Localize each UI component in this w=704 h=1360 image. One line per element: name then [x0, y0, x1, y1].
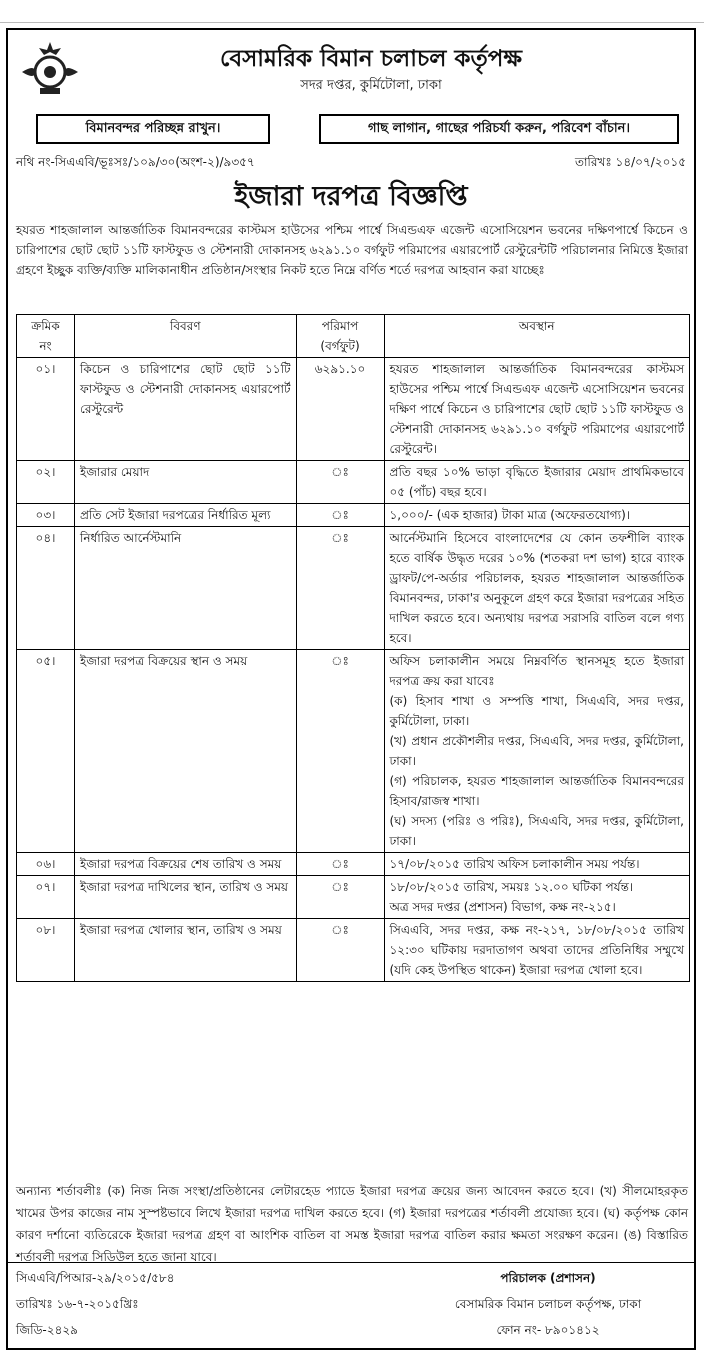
row-measure: ঃ: [296, 876, 384, 919]
row-description: কিচেন ও চারিপাশের ছোট ছোট ১১টি ফাস্টফুড ও স্টেশনারী দোকানসহ এয়ারপোর্ট রেস্টুরেন্ট: [74, 358, 296, 461]
row-measure: ৬২৯১.১০: [296, 358, 384, 461]
row-serial: ০৬।: [17, 853, 75, 876]
row-measure: ঃ: [296, 650, 384, 853]
row-serial: ০৭।: [17, 876, 75, 919]
notice-document: [6, 28, 696, 1350]
table-row: [17, 504, 690, 527]
footer-divider: [8, 1262, 694, 1263]
row-description: ইজারা দরপত্র বিক্রয়ের স্থান ও সময়: [74, 650, 296, 853]
table-header-row: [17, 315, 690, 358]
row-measure: ঃ: [296, 853, 384, 876]
organization-address: সদর দপ্তর, কুর্মিটোলা, ঢাকা: [300, 78, 442, 93]
row-description: ইজারা দরপত্র খোলার স্থান, তারিখ ও সময়: [74, 919, 296, 982]
row-description: প্রতি সেট ইজারা দরপত্রের নির্ধারিত মূল্য: [74, 504, 296, 527]
table-row: [17, 650, 690, 853]
table-row: [17, 853, 690, 876]
row-serial: ০৫।: [17, 650, 75, 853]
pr-number: সিএএবি/পিআর-২৯/২০১৫/৫৮৪: [16, 1271, 175, 1285]
signatory-title: পরিচালক (প্রশাসন): [500, 1271, 596, 1285]
other-conditions: অন্যান্য শর্তাবলীঃ (ক) নিজ নিজ সংস্থা/প্রতিষ্ঠানের লেটারহেড প্যাডে ইজারা দরপত্র ক্রয়ের জন্য আবেদন করতে হবে। (খ) সীলমোহরকৃত খামের উপর কাজের নাম সুস্পষ্টভাবে লিখে ইজারা দরপত্র দাখিল করতে হবে। (গ) ইজারা দরপত্রের শর্তাবলী প্রযোজ্য হবে। (ঘ) কর্তৃপক্ষ কোন কারণ দর্শানো ব্যতিরেকে ইজারা দরপত্র গ্রহণ বা আংশিক বাতিল বা সমস্ত ইজারা দরপত্র বাতিল করার ক্ষমতা সংরক্ষণ করেন। (ঙ) বিস্তারিত শর্তাবলী দরপত্র সিডিউল হতে জানা যাবে।: [16, 1184, 688, 1264]
gd-number: জিডি-২৪২৯: [16, 1323, 78, 1337]
row-description: নির্ধারিত আর্নেস্টমানি: [74, 527, 296, 650]
table-row: [17, 876, 690, 919]
signatory-phone: ফোন নং- ৮৯০১৪১২: [496, 1323, 600, 1337]
table-row: [17, 461, 690, 504]
top-strip: [0, 0, 704, 23]
row-description: ইজারার মেয়াদ: [74, 461, 296, 504]
row-location: আর্নেস্টমানি হিসেবে বাংলাদেশের যে কোন তফশীলি ব্যাংক হতে বার্ষিক উদ্ধৃত দরের ১০% (শতকরা দশ ভাগ) হারে ব্যাংক ড্রাফট/পে-অর্ডার পরিচালক, হযরত শাহজালাল আন্তর্জাতিক বিমানবন্দর, ঢাকা'র অনুকূলে গ্রহণ করে ইজারা দরপত্রের সহিত দাখিল করতে হবে। অন্যথায় দরপত্র সরাসরি বাতিল বলে গণ্য হবে।: [384, 527, 690, 650]
row-measure: ঃ: [296, 504, 384, 527]
row-location: হযরত শাহজালাল আন্তর্জাতিক বিমানবন্দরের কাস্টমস হাউসের পশ্চিম পার্শ্বে সিএন্ডএফ এজেন্ট এসোসিয়েশন ভবনের দক্ষিণ পার্শ্বে কিচেন ও চারিপাশের ছোট ছোট ১১টি ফাস্টফুড ও স্টেশনারী দোকানসহ ৬২৯১.১০ বর্গফুট পরিমাপের এয়ারপোর্ট রেস্টুরেন্ট।: [384, 358, 690, 461]
header-serial: ক্রমিক নং: [17, 315, 75, 358]
reference-number: নথি নং-সিএএবি/ভূঃসঃ/১০৯/৩০(অংশ-২)/৯৩৫৭: [16, 155, 255, 169]
header-location: অবস্থান: [384, 315, 690, 358]
slogan-box-airport: বিমানবন্দর পরিচ্ছন্ন রাখুন।: [36, 114, 270, 144]
row-location: ১৮/০৮/২০১৫ তারিখ, সময়ঃ ১২.০০ ঘটিকা পর্যন্ত। অত্র সদর দপ্তর (প্রশাসন) বিভাগ, কক্ষ নং-২১৫।: [384, 876, 690, 919]
row-description: ইজারা দরপত্র বিক্রয়ের শেষ তারিখ ও সময়: [74, 853, 296, 876]
header-measure: পরিমাপ (বর্গফুট): [296, 315, 384, 358]
row-serial: ০৪।: [17, 527, 75, 650]
row-measure: ঃ: [296, 527, 384, 650]
signatory-organization: বেসামরিক বিমান চলাচল কর্তৃপক্ষ, ঢাকা: [454, 1297, 642, 1311]
tender-table: [16, 314, 690, 982]
intro-paragraph: হযরত শাহজালাল আন্তর্জাতিক বিমানবন্দরের কাস্টমস হাউসের পশ্চিম পার্শ্বে সিএন্ডএফ এজেন্ট এসোসিয়েশন ভবনের দক্ষিণপার্শ্বে কিচেন ও চারিপাশের ছোট ছোট ১১টি ফাস্টফুড ও স্টেশনারী দোকানসহ ৬২৯১.১০ বর্গফুট পরিমাপের এয়ারপোর্ট রেস্টুরেন্টটি পরিচালনার নিমিত্তে ইজারা গ্রহণে ইচ্ছুক ব্যক্তি/ব্যক্তি মালিকানাধীন প্রতিষ্ঠান/সংস্থার নিকট হতে নিম্নে বর্ণিত শর্তে দরপত্র আহবান করা যাচ্ছেঃ: [16, 223, 688, 277]
pr-date: তারিখঃ ১৬-৭-২০১৫খ্রিঃ: [16, 1297, 139, 1311]
row-location: প্রতি বছর ১০% ভাড়া বৃদ্ধিতে ইজারার মেয়াদ প্রাথমিকভাবে ০৫ (পাঁচ) বছর হবে।: [384, 461, 690, 504]
row-serial: ০২।: [17, 461, 75, 504]
row-description: ইজারা দরপত্র দাখিলের স্থান, তারিখ ও সময়: [74, 876, 296, 919]
row-serial: ০৩।: [17, 504, 75, 527]
row-location: অফিস চলাকালীন সময়ে নিম্নবর্ণিত স্থানসমূহ হতে ইজারা দরপত্র ক্রয় করা যাবেঃ (ক) হিসাব শাখা ও সম্পত্তি শাখা, সিএএবি, সদর দপ্তর, কুর্মিটোলা, ঢাকা। (খ) প্রধান প্রকৌশলীর দপ্তর, সিএএবি, সদর দপ্তর, কুর্মিটোলা, ঢাকা। (গ) পরিচালক, হযরত শাহজালাল আন্তর্জাতিক বিমানবন্দরের হিসাব/রাজস্ব শাখা। (ঘ) সদস্য (পরিঃ ও পরিঃ), সিএএবি, সদর দপ্তর, কুর্মিটোলা, ঢাকা।: [384, 650, 690, 853]
table-row: [17, 358, 690, 461]
row-location: সিএএবি, সদর দপ্তর, কক্ষ নং-২১৭, ১৮/০৮/২০১৫ তারিখ ১২:৩০ ঘটিকায় দরদাতাগণ অথবা তাদের প্রতিনিধির সম্মুখে (যদি কেহ উপস্থিত থাকেন) ইজারা দরপত্র খোলা হবে।: [384, 919, 690, 982]
header-description: বিবরণ: [74, 315, 296, 358]
row-serial: ০৮।: [17, 919, 75, 982]
row-measure: ঃ: [296, 461, 384, 504]
notice-title: ইজারা দরপত্র বিজ্ঞপ্তি: [234, 181, 468, 212]
organization-title: বেসামরিক বিমান চলাচল কর্তৃপক্ষ: [219, 46, 523, 72]
notice-date: তারিখঃ ১৪/০৭/২০১৫: [574, 155, 686, 169]
table-row: [17, 527, 690, 650]
row-measure: ঃ: [296, 919, 384, 982]
slogan-box-environment: গাছ লাগান, গাছের পরিচর্যা করুন, পরিবেশ বাঁচান।: [319, 114, 679, 144]
row-serial: ০১।: [17, 358, 75, 461]
table-row: [17, 919, 690, 982]
row-location: ১,০০০/- (এক হাজার) টাকা মাত্র (অফেরতযোগ্য)।: [384, 504, 690, 527]
row-location: ১৭/০৮/২০১৫ তারিখ অফিস চলাকালীন সময় পর্যন্ত।: [384, 853, 690, 876]
